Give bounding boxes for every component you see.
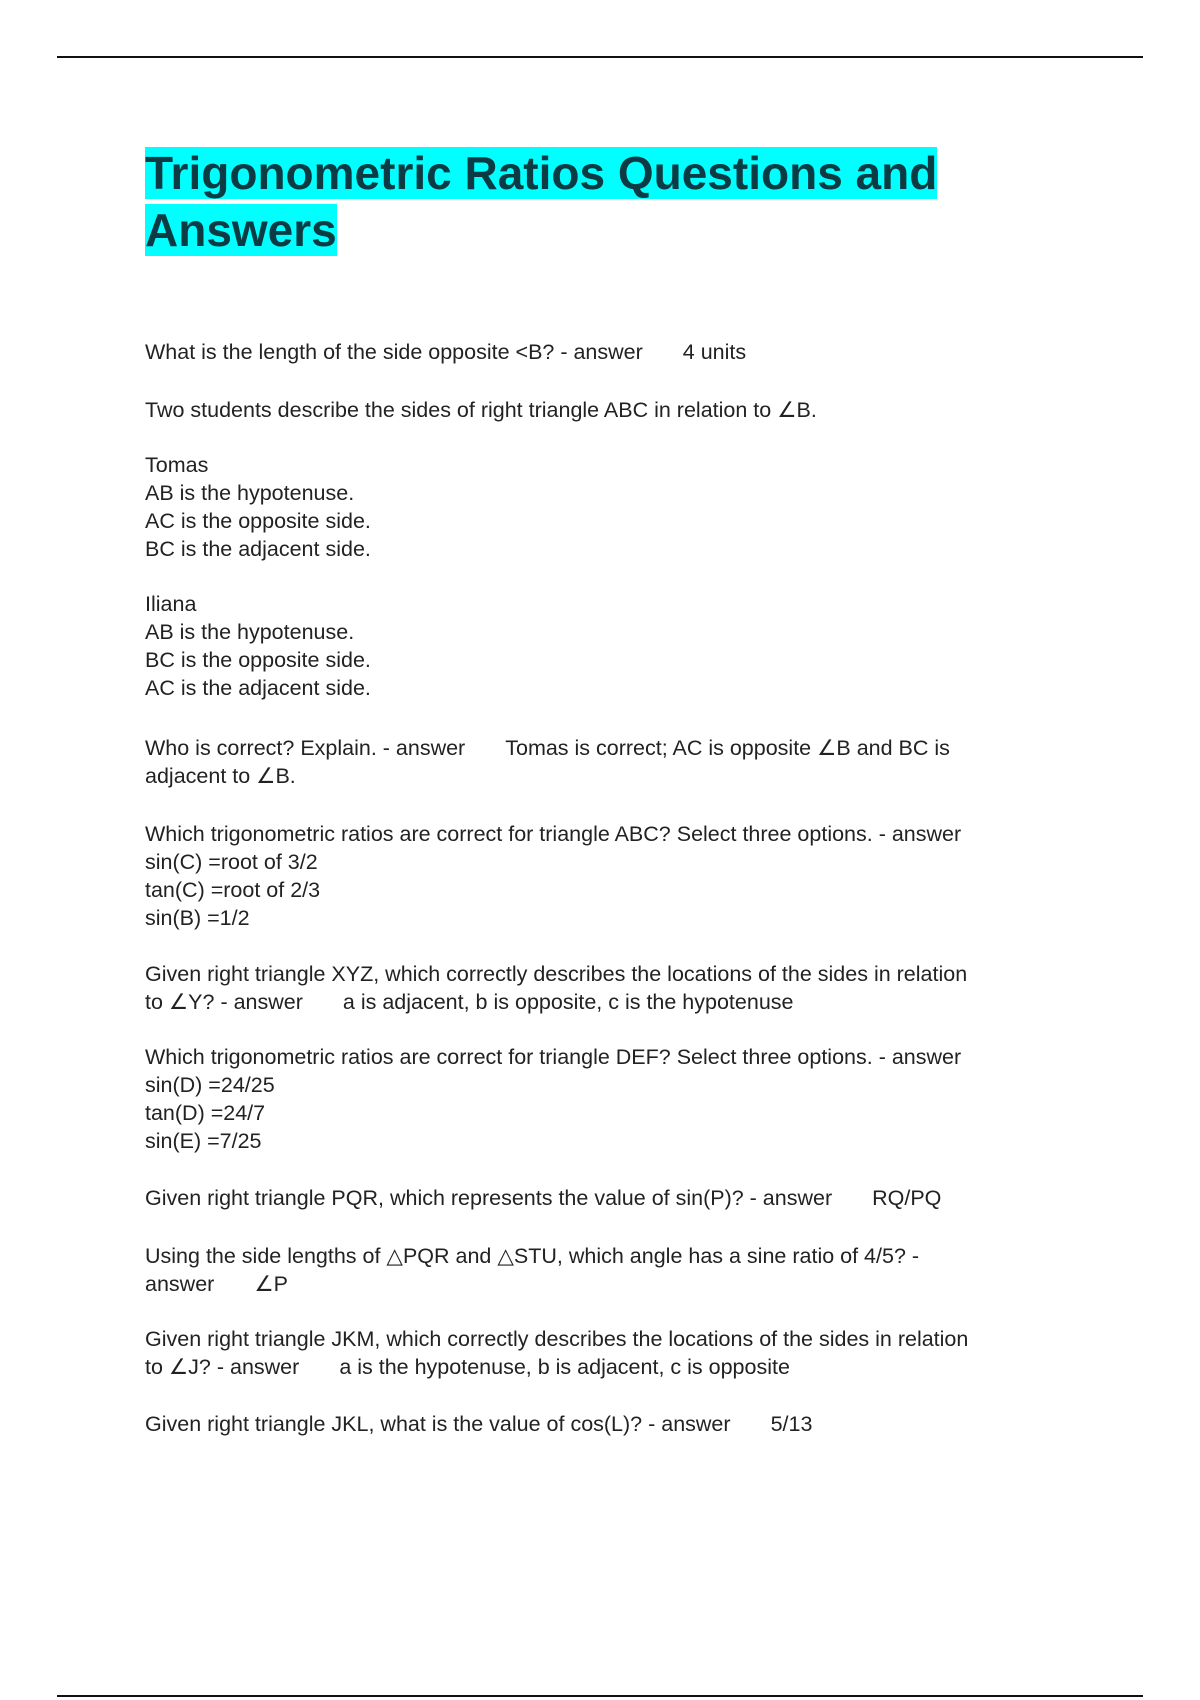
title-highlight: Trigonometric Ratios Questions and Answers <box>145 147 938 256</box>
answer-text: RQ/PQ <box>872 1186 942 1210</box>
page-title <box>145 145 1075 259</box>
student-name: Tomas <box>145 453 209 477</box>
statement-line: AC is the adjacent side. <box>145 676 371 700</box>
question-text-cont: to ∠J? - answer <box>145 1355 300 1379</box>
answer-option: tan(C) =root of 2/3 <box>145 878 321 902</box>
qa-item-2 <box>145 396 1075 424</box>
qa-item-4 <box>145 820 1075 932</box>
answer-text: 4 units <box>682 340 747 364</box>
student-iliana-block <box>145 590 1075 702</box>
question-text-cont: answer <box>145 1272 215 1296</box>
answer-continuation: adjacent to ∠B. <box>145 764 296 788</box>
answer-text: Tomas is correct; AC is opposite ∠B and BC is <box>505 736 950 760</box>
question-text-cont: to ∠Y? - answer <box>145 990 303 1014</box>
qa-item-8 <box>145 1242 1075 1298</box>
statement-line: AC is the opposite side. <box>145 509 371 533</box>
question-text: Which trigonometric ratios are correct for triangle ABC? Select three options. - answer <box>145 822 962 846</box>
statement-line: BC is the opposite side. <box>145 648 371 672</box>
qa-item-9 <box>145 1325 1075 1381</box>
qa-item-1 <box>145 338 1075 366</box>
top-rule <box>57 56 1143 58</box>
question-text: Given right triangle XYZ, which correctly describes the locations of the sides in relation <box>145 962 968 986</box>
question-text: Given right triangle JKM, which correctly describes the locations of the sides in relation <box>145 1327 969 1351</box>
student-name: Iliana <box>145 592 197 616</box>
question-text: Which trigonometric ratios are correct for triangle DEF? Select three options. - answer <box>145 1045 962 1069</box>
question-text: Two students describe the sides of right triangle ABC in relation to ∠B. <box>145 398 817 422</box>
student-tomas-block <box>145 451 1075 563</box>
statement-line: AB is the hypotenuse. <box>145 481 355 505</box>
question-text: Who is correct? Explain. - answer <box>145 736 466 760</box>
document-body <box>145 145 1075 1436</box>
bottom-rule <box>57 1695 1143 1697</box>
qa-item-5 <box>145 960 1075 1016</box>
answer-text: a is the hypotenuse, b is adjacent, c is opposite <box>339 1355 790 1379</box>
statement-line: BC is the adjacent side. <box>145 537 371 561</box>
answer-option: sin(E) =7/25 <box>145 1129 262 1153</box>
qa-item-7 <box>145 1184 1075 1212</box>
qa-item-6 <box>145 1043 1075 1155</box>
question-text: Given right triangle PQR, which represents the value of sin(P)? - answer <box>145 1186 833 1210</box>
answer-text: 5/13 <box>770 1412 813 1436</box>
question-text: What is the length of the side opposite <B? - answer <box>145 340 643 364</box>
statement-line: AB is the hypotenuse. <box>145 620 355 644</box>
answer-text: a is adjacent, b is opposite, c is the hypotenuse <box>342 990 794 1014</box>
qa-item-3 <box>145 734 1075 790</box>
answer-option: sin(D) =24/25 <box>145 1073 275 1097</box>
question-text: Given right triangle JKL, what is the value of cos(L)? - answer <box>145 1412 731 1436</box>
answer-option: sin(C) =root of 3/2 <box>145 850 318 874</box>
qa-item-10 <box>145 1410 1075 1438</box>
answer-option: tan(D) =24/7 <box>145 1101 266 1125</box>
answer-option: sin(B) =1/2 <box>145 906 250 930</box>
answer-text: ∠P <box>254 1272 288 1296</box>
question-text: Using the side lengths of △PQR and △STU, which angle has a sine ratio of 4/5? - <box>145 1244 920 1268</box>
